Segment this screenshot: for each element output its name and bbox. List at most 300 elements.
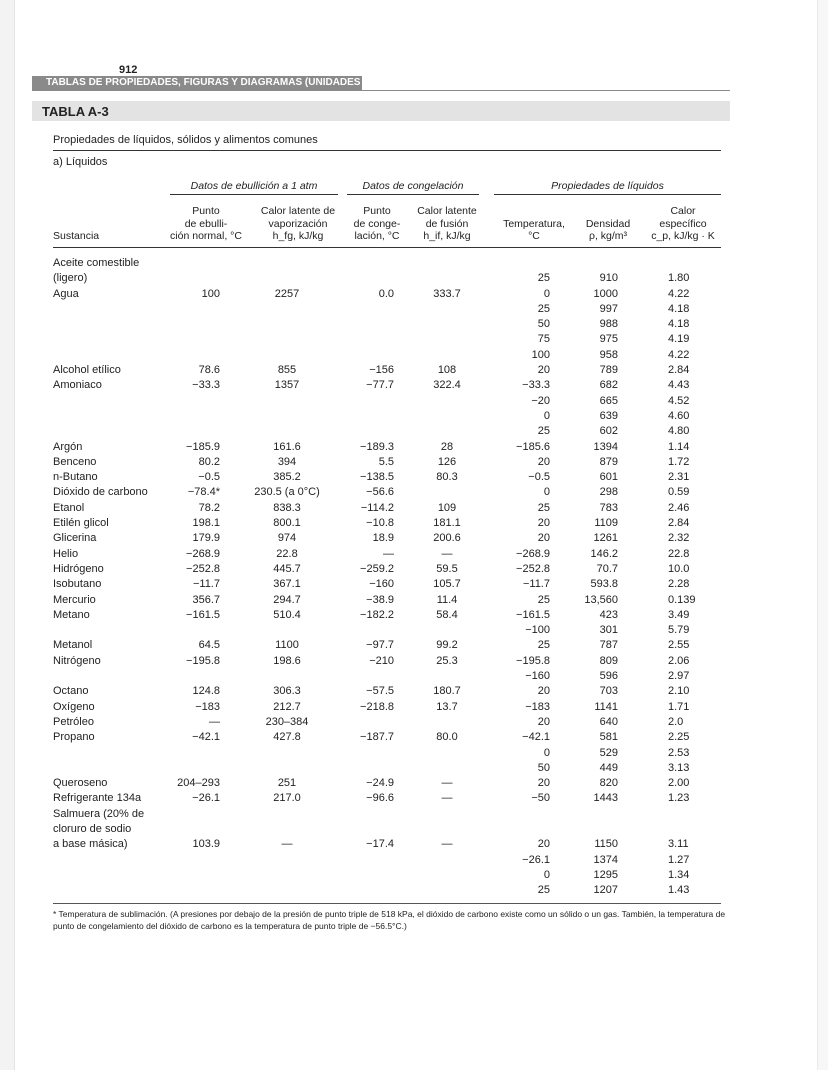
table-cell [160, 822, 220, 837]
table-cell: Helio [53, 547, 79, 560]
table-cell: 306.3 [273, 685, 301, 698]
table-cell: −57.5 [366, 685, 394, 698]
table-cell: Hidrógeno [53, 562, 104, 575]
table-cell: −77.7 [366, 379, 394, 392]
table-cell [250, 409, 324, 424]
table-cell [668, 256, 724, 271]
table-cell [344, 715, 394, 730]
table-cell [53, 761, 173, 776]
table-cell: −38.9 [366, 593, 394, 606]
table-cell: 4.18 [668, 318, 690, 331]
table-cell: 1.80 [668, 272, 690, 285]
table-cell [160, 853, 220, 868]
table-cell: 11.4 [436, 593, 458, 606]
table-cell: 4.22 [668, 287, 690, 300]
table-cell [344, 424, 394, 439]
table-cell: 2.00 [668, 777, 690, 790]
table-cell: 230.5 (a 0°C) [254, 486, 320, 499]
table-cell: 2.0 [668, 715, 684, 728]
table-cell: 217.0 [273, 792, 301, 805]
table-cell: −114.2 [360, 501, 394, 514]
table-cell: −33.3 [192, 379, 220, 392]
table-cell [53, 746, 173, 761]
table-cell: 820 [599, 777, 618, 790]
running-header-text: TABLAS DE PROPIEDADES, FIGURAS Y DIAGRAMAS (UNIDADES SI) [46, 77, 377, 88]
table-cell: 25 [537, 425, 550, 438]
page-number: 912 [119, 64, 138, 76]
table-cell: Benceno [53, 455, 97, 468]
table-cell [344, 807, 394, 822]
table-cell: 394 [277, 455, 297, 468]
table-cell: 974 [277, 532, 297, 545]
table-cell [410, 348, 484, 363]
table-cell: −24.9 [366, 777, 394, 790]
table-cell: 1295 [593, 868, 618, 881]
table-cell [410, 623, 484, 638]
table-cell: Amoniaco [53, 379, 102, 392]
table-cell: 70.7 [596, 562, 618, 575]
col-header-density: Densidad ρ, kg/m³ [585, 217, 631, 242]
table-cell [344, 623, 394, 638]
table-cell [160, 317, 220, 332]
table-cell: Mercurio [53, 593, 96, 606]
table-cell: 22.8 [668, 547, 690, 560]
caption-rule [53, 150, 721, 151]
table-cell [344, 822, 394, 837]
table-cell: 510.4 [273, 608, 301, 621]
table-cell: 0 [543, 486, 550, 499]
table-cell [410, 317, 484, 332]
table-cell: 640 [599, 715, 618, 728]
table-cell: −17.4 [366, 838, 394, 851]
col-header-temperature: Temperatura, °C [503, 217, 565, 242]
table-cell: 124.8 [192, 685, 220, 698]
table-cell [410, 271, 484, 286]
table-cell [344, 256, 394, 271]
table-cell: 0 [543, 287, 550, 300]
group-header-freezing: Datos de congelación [362, 180, 464, 192]
group-rule-liquid [494, 194, 721, 195]
table-cell: −11.7 [522, 578, 550, 591]
table-cell: — [383, 547, 394, 560]
table-cell [53, 853, 173, 868]
table-cell [410, 746, 484, 761]
table-cell [250, 883, 324, 898]
column-substance [53, 256, 173, 898]
table-cell [344, 409, 394, 424]
table-cell: −11.7 [192, 578, 220, 591]
table-cell: 4.19 [668, 333, 690, 346]
table-cell: 322.4 [433, 379, 461, 392]
table-cell [160, 271, 220, 286]
table-cell [250, 348, 324, 363]
table-cell: Alcohol etílico [53, 364, 121, 377]
table-cell [344, 302, 394, 317]
table-cell [574, 807, 618, 822]
table-cell [494, 807, 550, 822]
table-cell [53, 409, 173, 424]
table-cell: 25 [537, 639, 550, 652]
table-cell: 910 [599, 272, 618, 285]
table-cell: 10.0 [668, 562, 690, 575]
table-cell: 80.0 [436, 731, 458, 744]
table-cell: 298 [599, 486, 618, 499]
table-cell [250, 822, 324, 837]
table-title-band [32, 101, 730, 121]
table-cell [250, 868, 324, 883]
column-density [574, 256, 618, 898]
table-cell: Isobutano [53, 578, 102, 591]
table-cell: 1141 [594, 700, 618, 713]
table-cell [410, 424, 484, 439]
table-cell: 5.5 [378, 455, 394, 468]
table-cell: 5.79 [668, 624, 690, 637]
table-cell [344, 868, 394, 883]
table-cell: 800.1 [273, 517, 301, 530]
table-cell [250, 271, 324, 286]
table-cell: 596 [599, 670, 618, 683]
table-cell: 13,560 [584, 593, 618, 606]
table-cell: 2.31 [668, 471, 690, 484]
table-cell: 783 [599, 501, 618, 514]
table-cell: 2.25 [668, 731, 690, 744]
table-cell: −160 [525, 670, 550, 683]
table-cell: −268.9 [516, 547, 550, 560]
table-cell [160, 409, 220, 424]
table-cell: 809 [599, 654, 618, 667]
table-cell: 3.13 [668, 761, 690, 774]
table-cell [160, 332, 220, 347]
table-cell [250, 761, 324, 776]
table-cell: 1100 [275, 639, 299, 652]
footnote: * Temperatura de sublimación. (A presiones por debajo de la presión de punto triple de 518 kPa, el dióxido de carbono existe como un sólido o un gas. También, la temperatura de punto de congelamiento del dióxido de carbono es la temperatura de punto triple de −56.5°C.) [53, 909, 726, 931]
table-cell: 28 [440, 440, 454, 453]
table-cell: 427.8 [273, 731, 301, 744]
table-cell: 50 [537, 761, 550, 774]
table-cell: −20 [531, 394, 550, 407]
col-header-latent-fusion: Calor latente de fusión h_if, kJ/kg [417, 205, 477, 242]
table-cell: 4.52 [668, 394, 690, 407]
table-cell: 1000 [593, 287, 618, 300]
table-cell: 2.97 [668, 670, 690, 683]
table-cell: 251 [277, 777, 297, 790]
table-cell: −187.7 [360, 731, 394, 744]
table-cell [250, 394, 324, 409]
table-cell: — [441, 547, 453, 560]
table-cell: 1.34 [668, 868, 690, 881]
table-cell: 958 [599, 348, 618, 361]
table-cell: 20 [537, 715, 550, 728]
table-cell [344, 348, 394, 363]
table-cell: 356.7 [192, 593, 220, 606]
table-cell [160, 348, 220, 363]
table-cell: Octano [53, 685, 89, 698]
table-cell [344, 746, 394, 761]
column-temperature [494, 256, 550, 898]
table-cell [250, 853, 324, 868]
table-cell: Refrigerante 134a [53, 792, 142, 805]
table-cell [410, 868, 484, 883]
table-cell [53, 868, 173, 883]
table-cell: −78.4* [187, 486, 220, 499]
table-cell: n-Butano [53, 471, 98, 484]
table-cell [344, 853, 394, 868]
table-cell: Metano [53, 608, 90, 621]
table-cell: 602 [599, 425, 618, 438]
table-cell: −161.5 [516, 608, 550, 621]
table-cell: Metanol [53, 639, 93, 652]
table-cell: −42.1 [522, 731, 550, 744]
table-cell: 988 [599, 318, 618, 331]
table-cell [53, 623, 173, 638]
table-cell: −252.8 [186, 562, 220, 575]
table-cell: 367.1 [273, 578, 301, 591]
table-cell: −0.5 [198, 471, 220, 484]
table-cell [53, 302, 173, 317]
table-cell [344, 883, 394, 898]
table-cell: 1.14 [668, 440, 690, 453]
table-cell: 58.4 [436, 608, 458, 621]
group-header-boiling: Datos de ebullición a 1 atm [190, 180, 318, 192]
table-cell: 20 [537, 777, 550, 790]
table-cell: 2.46 [668, 501, 690, 514]
table-cell [160, 623, 220, 638]
table-cell [410, 822, 484, 837]
header-divider [32, 90, 730, 91]
page-left-margin [0, 0, 15, 1070]
table-cell: 108 [437, 364, 457, 377]
group-rule-freezing [347, 194, 479, 195]
table-cell [160, 868, 220, 883]
table-cell [494, 822, 550, 837]
table-cell: 25 [537, 272, 550, 285]
table-cell: Agua [53, 287, 79, 300]
table-cell [410, 853, 484, 868]
table-cell: −26.1 [192, 792, 220, 805]
table-cell [160, 256, 220, 271]
table-cell: 198.1 [192, 517, 220, 530]
table-cell [250, 807, 324, 822]
table-cell: 2.84 [668, 364, 690, 377]
header-bottom-rule [53, 247, 721, 248]
table-cell: 445.7 [273, 562, 301, 575]
table-cell: 146.2 [590, 547, 618, 560]
table-cell: 703 [599, 685, 618, 698]
table-cell: −10.8 [366, 517, 394, 530]
table-cell: Salmuera (20% de [53, 807, 145, 820]
table-cell [344, 332, 394, 347]
table-cell [344, 317, 394, 332]
table-cell: 0.139 [668, 593, 696, 606]
table-cell: 109 [437, 501, 457, 514]
table-cell: 78.6 [198, 364, 220, 377]
table-cell [250, 302, 324, 317]
table-cell: 593.8 [590, 578, 618, 591]
table-cell [250, 332, 324, 347]
table-cell [160, 807, 220, 822]
table-cell: Etanol [53, 501, 85, 514]
table-cell: 601 [599, 471, 618, 484]
table-title: TABLA A-3 [42, 104, 109, 119]
table-cell: Propano [53, 731, 95, 744]
table-cell [344, 669, 394, 684]
table-cell: −268.9 [186, 547, 220, 560]
table-cell: −195.8 [516, 654, 550, 667]
table-cell [250, 424, 324, 439]
table-cell [668, 807, 724, 822]
table-cell: 789 [599, 364, 618, 377]
col-header-substance: Sustancia [53, 230, 100, 242]
table-cell: 80.3 [436, 471, 458, 484]
table-cell: −210 [369, 654, 394, 667]
table-cell [410, 302, 484, 317]
table-cell: 78.2 [198, 501, 220, 514]
group-header-liquid: Propiedades de líquidos [551, 180, 664, 192]
table-cell: 0.59 [668, 486, 690, 499]
table-cell: 294.7 [273, 593, 301, 606]
table-cell: 997 [599, 302, 618, 315]
table-cell: −96.6 [366, 792, 394, 805]
table-cell: −195.8 [186, 654, 220, 667]
table-cell: −156 [369, 364, 394, 377]
col-header-freezing-point: Punto de conge- lación, °C [353, 205, 401, 242]
table-cell [250, 256, 324, 271]
table-cell: 1.43 [668, 884, 690, 897]
table-cell: 198.6 [273, 654, 301, 667]
table-cell: 333.7 [433, 287, 461, 300]
table-cell: 80.2 [198, 455, 220, 468]
column-latent-vap [250, 256, 324, 898]
table-cell: 20 [537, 685, 550, 698]
table-cell: 161.6 [273, 440, 301, 453]
table-cell: 20 [537, 455, 550, 468]
table-cell [410, 761, 484, 776]
table-cell [410, 807, 484, 822]
table-cell [344, 394, 394, 409]
table-cell: −189.3 [360, 440, 394, 453]
table-cell: 0 [543, 409, 550, 422]
table-cell: 1394 [593, 440, 618, 453]
table-cell: 449 [599, 761, 618, 774]
table-cell: 2.32 [668, 532, 690, 545]
table-cell: 1150 [594, 838, 618, 851]
col-header-latent-vap: Calor latente de vaporización h_fg, kJ/kg [260, 205, 336, 242]
table-cell: 22.8 [276, 547, 298, 560]
table-cell: 1374 [593, 853, 618, 866]
table-cell: 975 [599, 333, 618, 346]
table-cell [53, 883, 173, 898]
table-cell: −0.5 [528, 471, 550, 484]
column-specific-heat [668, 256, 724, 898]
col-header-specific-heat: Calor específico c_p, kJ/kg · K [651, 205, 715, 242]
table-cell: 103.9 [192, 838, 220, 851]
table-cell: 25 [537, 501, 550, 514]
table-cell: cloruro de sodio [53, 822, 132, 835]
table-cell [53, 317, 173, 332]
table-cell: 1.23 [668, 792, 690, 805]
table-cell [410, 409, 484, 424]
table-cell: 50 [537, 318, 550, 331]
table-cell [494, 256, 550, 271]
table-cell [344, 761, 394, 776]
table-cell: 529 [599, 746, 618, 759]
table-cell: — [441, 838, 453, 851]
table-cell: −97.7 [366, 639, 394, 652]
table-cell: −138.5 [360, 471, 394, 484]
table-cell: 2.10 [668, 685, 690, 698]
table-cell: 4.22 [668, 348, 690, 361]
running-header-band [32, 76, 377, 90]
table-cell: 59.5 [436, 562, 458, 575]
column-freezing-point [344, 256, 394, 898]
table-cell: 385.2 [273, 471, 301, 484]
table-cell [250, 317, 324, 332]
table-cell: Dióxido de carbono [53, 486, 148, 499]
table-cell: −183 [525, 700, 550, 713]
table-cell [53, 394, 173, 409]
table-cell: — [209, 715, 220, 728]
table-cell [160, 761, 220, 776]
table-cell: −26.1 [522, 853, 550, 866]
table-cell: — [441, 792, 453, 805]
table-cell [574, 822, 618, 837]
table-cell [574, 256, 618, 271]
table-cell: 2.84 [668, 517, 690, 530]
column-latent-fusion [410, 256, 484, 898]
table-cell: 2257 [274, 287, 300, 300]
table-cell: 3.11 [668, 838, 689, 851]
table-cell: 0 [543, 746, 550, 759]
table-cell [53, 424, 173, 439]
table-cell: 18.9 [372, 532, 394, 545]
table-cell: −161.5 [186, 608, 220, 621]
table-cell: 20 [537, 517, 550, 530]
table-cell: 25.3 [436, 654, 458, 667]
table-cell [410, 394, 484, 409]
table-cell [410, 256, 484, 271]
table-cell: 1.71 [668, 700, 690, 713]
table-cell: 2.53 [668, 746, 690, 759]
column-boiling-point [160, 256, 220, 898]
table-cell: 20 [537, 364, 550, 377]
table-cell: — [441, 777, 453, 790]
table-cell: 1.72 [668, 455, 690, 468]
table-cell [53, 348, 173, 363]
table-cell: Queroseno [53, 777, 108, 790]
table-cell: −42.1 [192, 731, 220, 744]
table-cell: 4.18 [668, 302, 690, 315]
table-cell: −182.2 [360, 608, 394, 621]
table-cell: 2.28 [668, 578, 690, 591]
table-cell: 181.1 [433, 517, 461, 530]
table-cell: 212.7 [273, 700, 301, 713]
table-cell: 581 [599, 731, 618, 744]
table-cell: 99.2 [436, 639, 458, 652]
table-cell: 423 [599, 608, 618, 621]
table-cell: 1261 [593, 532, 618, 545]
table-cell [410, 715, 484, 730]
table-cell: — [281, 838, 293, 851]
table-cell: 682 [599, 379, 618, 392]
table-cell: 75 [537, 333, 550, 346]
table-cell: Nitrógeno [53, 654, 101, 667]
table-cell: 3.49 [668, 608, 690, 621]
table-cell: 25 [537, 884, 550, 897]
table-cell: −259.2 [360, 562, 394, 575]
table-cell: 25 [537, 302, 550, 315]
table-cell: 105.7 [433, 578, 461, 591]
table-cell: 204–293 [177, 777, 220, 790]
